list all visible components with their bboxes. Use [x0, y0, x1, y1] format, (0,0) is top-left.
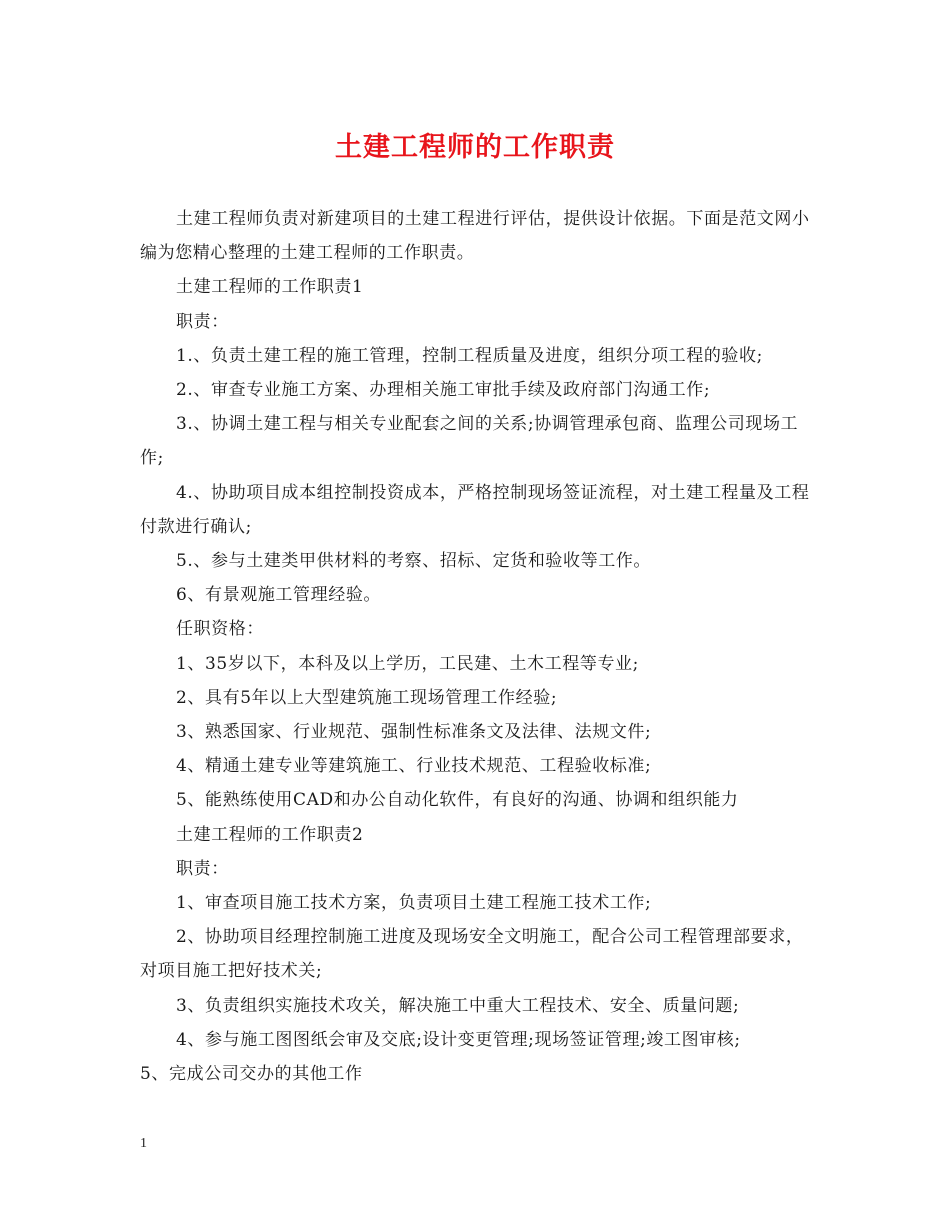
list-item: 4、参与施工图图纸会审及交底;设计变更管理;现场签证管理;竣工图审核;: [176, 1029, 741, 1050]
list-item: 1.、负责土建工程的施工管理，控制工程质量及进度，组织分项工程的验收;: [176, 345, 763, 366]
list-item: 5.、参与土建类甲供材料的考察、招标、定货和验收等工作。: [176, 551, 652, 572]
list-item: 5、能熟练使用CAD和办公自动化软件，有良好的沟通、协调和组织能力: [176, 790, 739, 811]
list-item: 5、完成公司交办的其他工作: [140, 1064, 363, 1085]
page-title: 土建工程师的工作职责: [335, 132, 615, 163]
section-heading-2: 土建工程师的工作职责2: [176, 824, 364, 845]
list-item: 6、有景观施工管理经验。: [176, 585, 382, 606]
duties-label-1: 职责：: [176, 311, 229, 332]
page-number: 1: [140, 1136, 147, 1151]
list-item: 1、审查项目施工技术方案，负责项目土建工程施工技术工作;: [176, 893, 652, 914]
list-item: 3、负责组织实施技术攻关，解决施工中重大工程技术、安全、质量问题;: [176, 995, 740, 1016]
document-body: [140, 202, 812, 1091]
duties-label-2: 职责：: [176, 858, 229, 879]
paragraph-intro: 土建工程师负责对新建项目的土建工程进行评估，提供设计依据。下面是范文网小编为您精心整理的土建工程师的工作职责。: [140, 209, 810, 264]
section-heading-1: 土建工程师的工作职责1: [176, 277, 364, 298]
list-item: 4、精通土建专业等建筑施工、行业技术规范、工程验收标准;: [176, 756, 652, 777]
list-item: 3、熟悉国家、行业规范、强制性标准条文及法律、法规文件;: [176, 722, 652, 743]
list-item: 2、协助项目经理控制施工进度及现场安全文明施工，配合公司工程管理部要求，对项目施工把好技术关;: [140, 927, 804, 982]
list-item: 2、具有5年以上大型建筑施工现场管理工作经验;: [176, 687, 558, 708]
list-item: 3.、协调土建工程与相关专业配套之间的关系;协调管理承包商、监理公司现场工作;: [140, 414, 799, 469]
qualifications-label: 任职资格：: [176, 619, 264, 640]
list-item: 4.、协助项目成本组控制投资成本，严格控制现场签证流程，对土建工程量及工程付款进行确认;: [140, 482, 810, 537]
list-item: 1、35岁以下，本科及以上学历，工民建、土木工程等专业;: [176, 653, 639, 674]
list-item: 2.、审查专业施工方案、办理相关施工审批手续及政府部门沟通工作;: [176, 380, 711, 401]
